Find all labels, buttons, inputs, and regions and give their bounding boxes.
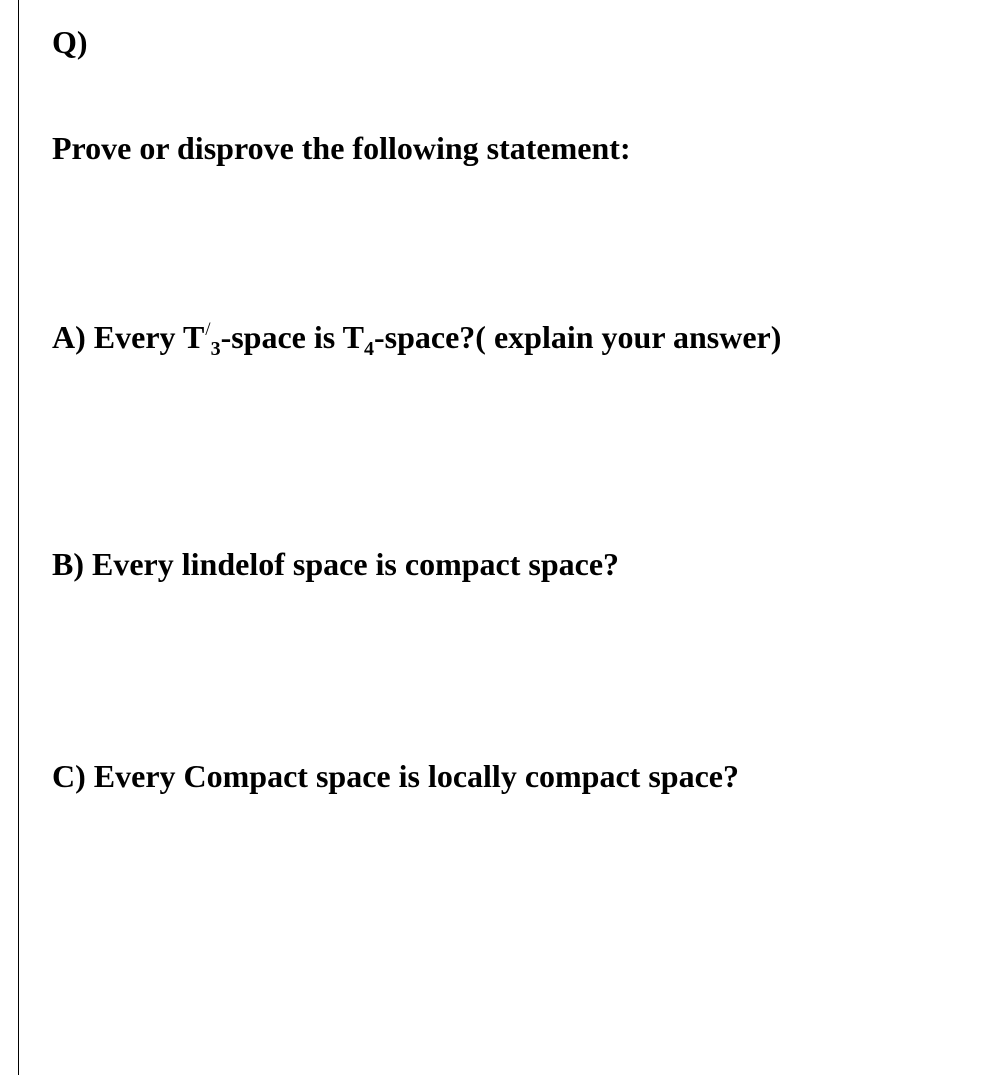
question-label: Q) [52, 24, 88, 60]
instruction-text: Prove or disprove the following statement: [52, 130, 631, 166]
statement-a-middle: -space is T [220, 319, 364, 355]
statement-b: B) Every lindelof space is compact space? [52, 546, 620, 582]
statement-a-subscript-3: 3 [210, 338, 221, 360]
statement-a-prefix: A) Every T [52, 319, 205, 355]
statement-a [52, 310, 781, 369]
statement-a-suffix: -space?( explain your answer) [373, 319, 782, 355]
statement-a-prime: / [205, 319, 211, 340]
statement-a-subscript-4: 4 [363, 338, 374, 360]
statement-c: C) Every Compact space is locally compact space? [52, 758, 739, 794]
left-margin-rule [18, 0, 19, 1075]
